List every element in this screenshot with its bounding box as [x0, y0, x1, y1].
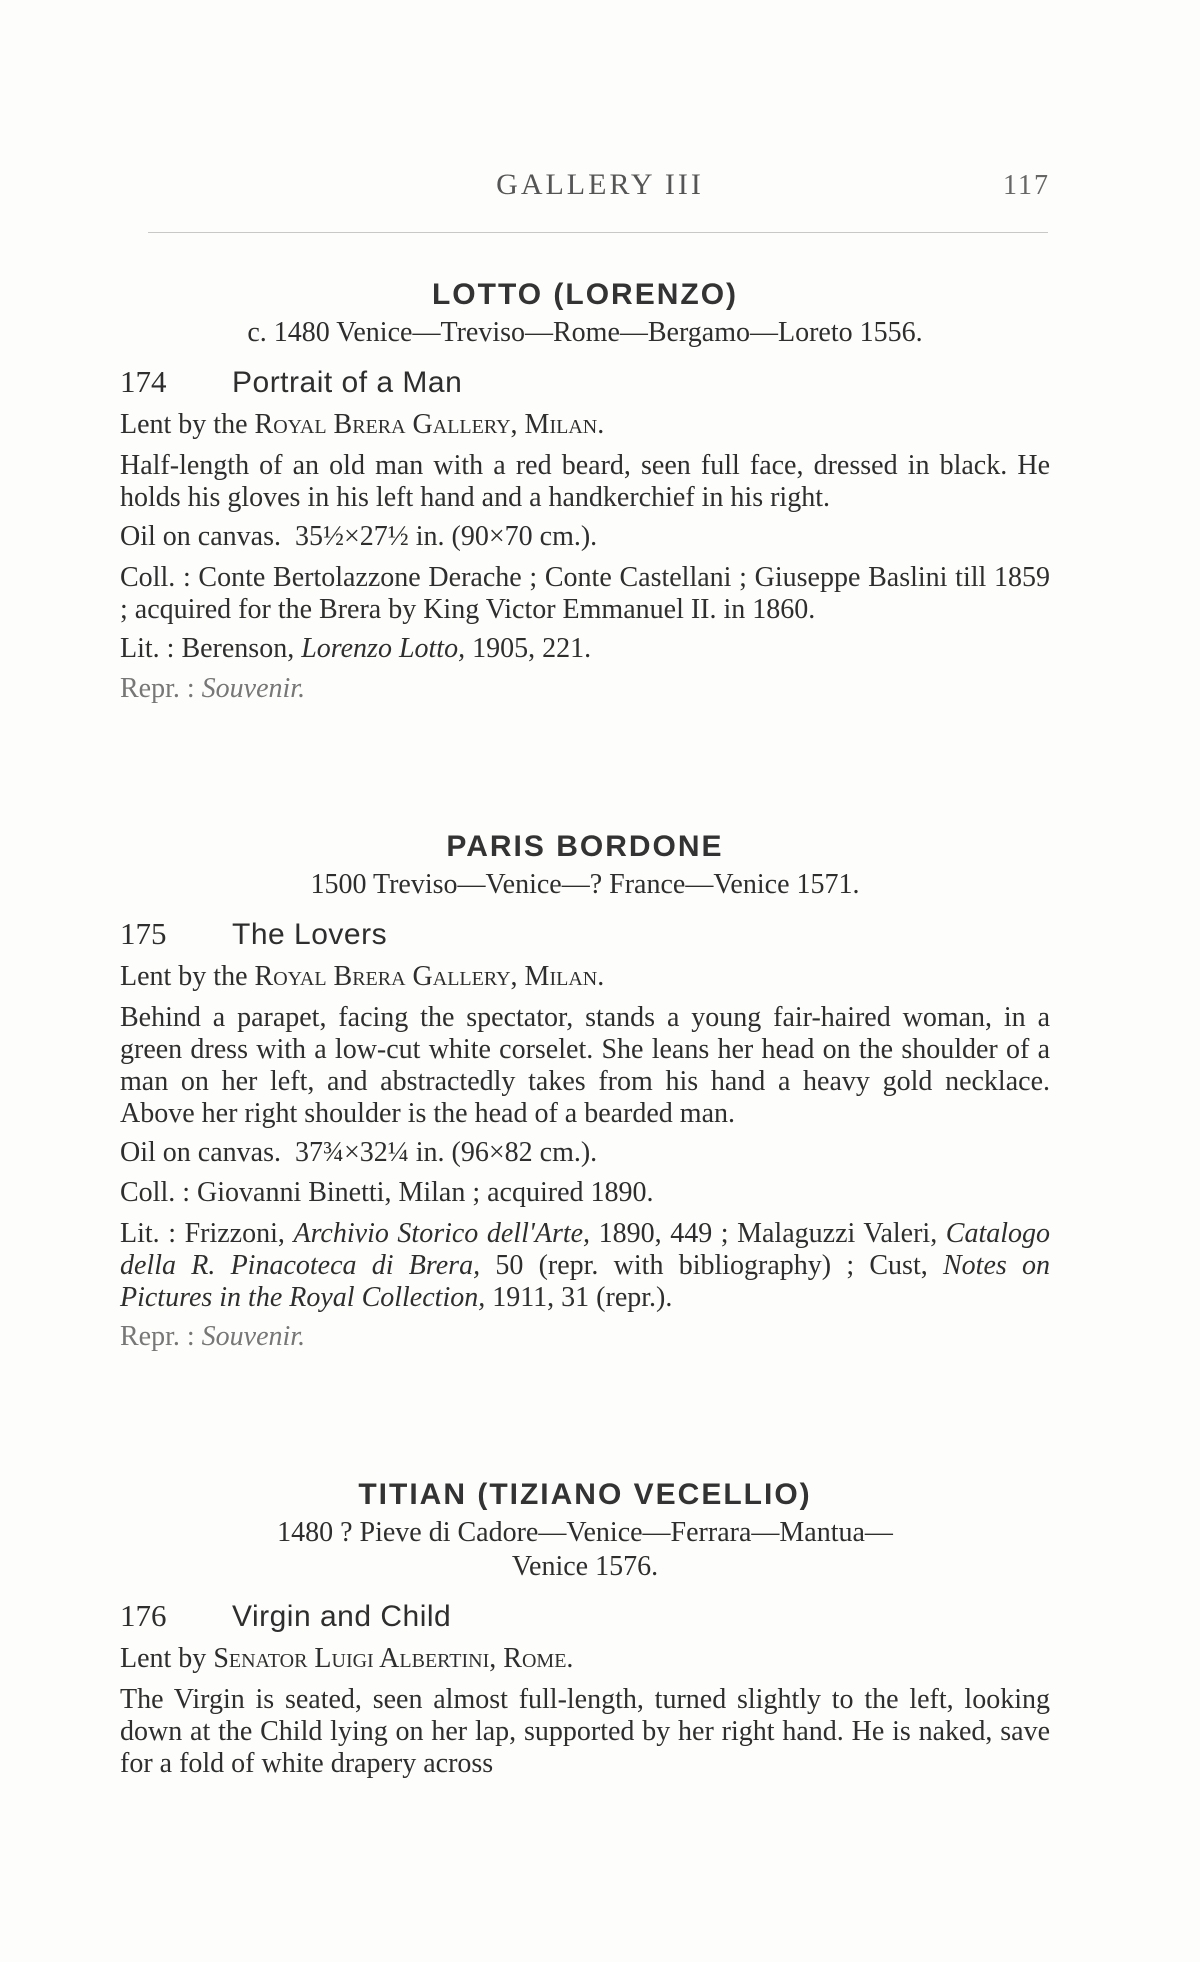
reproduction-line	[120, 1320, 1050, 1354]
lit-title-f: Notes on Pictures in the Royal Collection,	[120, 1250, 1051, 1313]
entry-description: The Virgin is seated, seen almost full-length, turned slightly to the left, looking down at the Child lying on her lap, supported by her right hand. He is naked, save for a fold of white drapery across	[120, 1684, 1050, 1779]
catalogue-section-titian	[120, 1478, 1050, 1780]
lit-part-g: 1911, 31 (repr.).	[492, 1282, 673, 1313]
entry-number: 175	[120, 916, 167, 951]
dimensions: 35½×27½ in. (90×70 cm.).	[294, 521, 598, 552]
entry-title: Virgin and Child	[232, 1600, 452, 1633]
artist-name: TITIAN (TIZIANO VECELLIO)	[358, 1478, 812, 1511]
medium-line	[120, 1136, 1050, 1170]
artist-name: LOTTO (LORENZO)	[431, 278, 739, 311]
entry-number: 176	[120, 1598, 167, 1633]
lit-part-a: Lit. : Frizzoni,	[120, 1218, 285, 1249]
medium: Oil on canvas.	[120, 1137, 281, 1168]
lent-prefix: Lent by the	[120, 409, 248, 440]
reproduction-line	[120, 672, 1050, 706]
dimensions: 37¾×32¼ in. (96×82 cm.).	[294, 1137, 598, 1168]
lender-line	[120, 960, 1050, 994]
header-rule	[148, 232, 1048, 233]
entry-heading	[120, 916, 1050, 952]
artist-dates: 1500 Treviso—Venice—? France—Venice 1571.	[310, 869, 860, 900]
lit-title-d: Catalogo della R. Pinacoteca di Brera,	[120, 1218, 1051, 1281]
repr-prefix: Repr. :	[120, 1321, 195, 1352]
artist-name: PARIS BORDONE	[446, 830, 724, 863]
lender-name: Royal Brera Gallery, Milan.	[254, 409, 605, 440]
lender-name: Royal Brera Gallery, Milan.	[254, 961, 605, 992]
lit-prefix: Lit. : Berenson,	[120, 633, 295, 664]
literature-line	[120, 632, 1050, 666]
entry-heading	[120, 1598, 1050, 1634]
literature-paragraph	[120, 1218, 1050, 1314]
entry-heading	[120, 364, 1050, 400]
entry-number: 174	[120, 364, 167, 399]
entry-description: Half-length of an old man with a red beard, seen full face, dressed in black. He holds his gloves in his left hand and a handkerchief in his right.	[120, 450, 1050, 513]
entry-title: Portrait of a Man	[232, 366, 463, 399]
artist-dates: c. 1480 Venice—Treviso—Rome—Bergamo—Loreto 1556.	[247, 317, 923, 348]
lit-part-c: 1890, 449 ; Malaguzzi Valeri,	[598, 1218, 938, 1249]
lit-suffix: 1905, 221.	[472, 633, 592, 664]
running-title: GALLERY III	[496, 168, 704, 201]
lit-part-e: 50 (repr. with bibliography) ; Cust,	[495, 1250, 928, 1281]
lender-line	[120, 408, 1050, 442]
entry-title: The Lovers	[232, 918, 388, 951]
lit-title-a: Archivio Storico dell'Arte,	[293, 1218, 591, 1249]
medium: Oil on canvas.	[120, 521, 281, 552]
repr-prefix: Repr. :	[120, 673, 195, 704]
lender-name: Senator Luigi Albertini, Rome.	[213, 1643, 574, 1674]
lit-title: Lorenzo Lotto,	[301, 633, 466, 664]
collection-provenance: Coll. : Conte Bertolazzone Derache ; Conte Castellani ; Giuseppe Baslini till 1859 ; acquired for the Brera by King Victor Emmanuel II. in 1860.	[120, 562, 1050, 625]
catalogue-section-bordone	[120, 830, 1050, 1354]
artist-dates-line-2: Venice 1576.	[511, 1551, 659, 1582]
repr-title: Souvenir.	[201, 1321, 306, 1352]
lent-prefix: Lent by the	[120, 961, 248, 992]
repr-title: Souvenir.	[201, 673, 306, 704]
catalogue-section-lotto	[120, 278, 1050, 706]
artist-dates-line-1: 1480 ? Pieve di Cadore—Venice—Ferrara—Mantua—	[277, 1517, 893, 1548]
page-number: 117	[1003, 170, 1050, 201]
collection-provenance: Coll. : Giovanni Binetti, Milan ; acquired 1890.	[120, 1177, 654, 1208]
entry-description: Behind a parapet, facing the spectator, stands a young fair-haired woman, in a green dress with a low-cut white corselet. She leans her head on the shoulder of a man on her left, and abstractedly takes from his hand a heavy gold necklace. Above her right shoulder is the head of a bearded man.	[120, 1002, 1050, 1129]
lender-line	[120, 1642, 1050, 1676]
lent-prefix: Lent by	[120, 1643, 207, 1674]
medium-line	[120, 520, 1050, 554]
